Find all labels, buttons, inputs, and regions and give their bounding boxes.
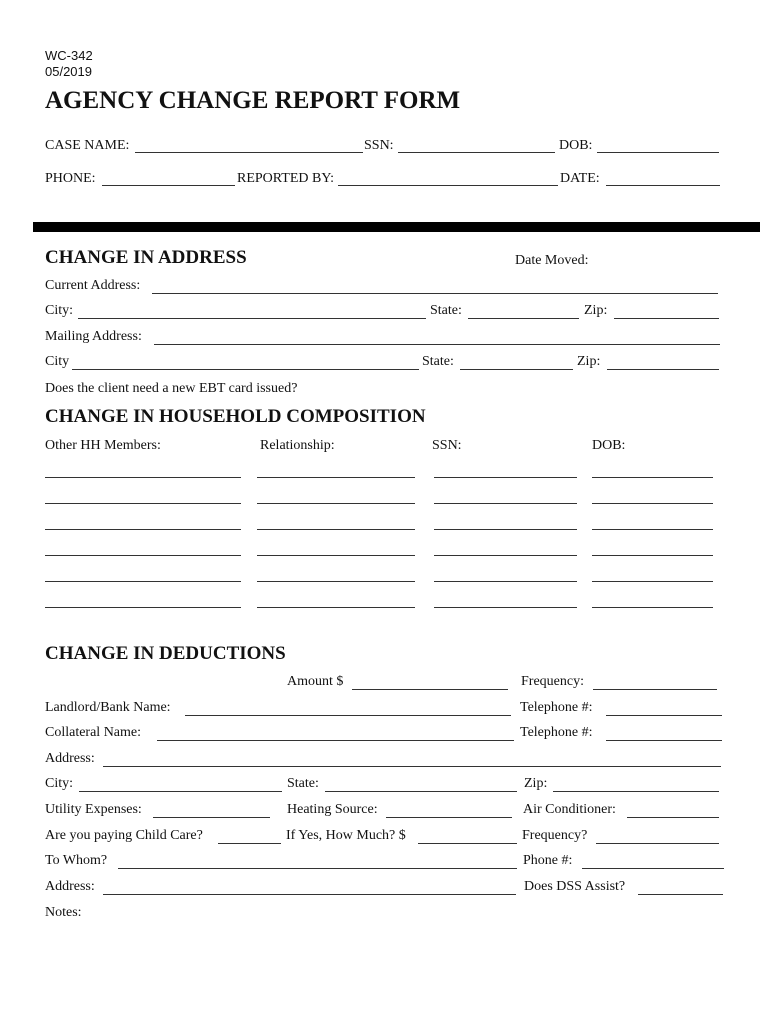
state2-field[interactable] [460,369,573,370]
household-relationship-field[interactable] [257,529,415,530]
zip2-field[interactable] [607,369,719,370]
household-ssn-field[interactable] [434,529,577,530]
household-ssn-field[interactable] [434,503,577,504]
household-member-field[interactable] [45,503,241,504]
deductions-zip-label: Zip: [524,776,548,791]
telephone-label: Telephone #: [520,700,593,715]
utility-field[interactable] [153,817,270,818]
household-relationship-field[interactable] [257,477,415,478]
landlord-field[interactable] [185,715,511,716]
ac-label: Air Conditioner: [523,802,616,817]
deductions-address-label: Address: [45,751,95,766]
city2-field[interactable] [72,369,419,370]
dss-label: Does DSS Assist? [524,879,626,894]
telephone2-field[interactable] [606,740,722,741]
household-column-members: Other HH Members: [45,438,161,453]
zip-field[interactable] [614,318,719,319]
amount-label: Amount $ [287,674,344,689]
dob-label: DOB: [559,138,593,153]
household-column-relationship: Relationship: [260,438,335,453]
deductions-city-field[interactable] [79,791,282,792]
date-field[interactable] [606,185,720,186]
household-ssn-field[interactable] [434,477,577,478]
mailing-address-field[interactable] [154,344,720,345]
telephone-field[interactable] [606,715,722,716]
utility-label: Utility Expenses: [45,802,142,817]
heating-label: Heating Source: [287,802,378,817]
household-dob-field[interactable] [592,477,713,478]
mailing-address-label: Mailing Address: [45,329,142,344]
form-date: 05/2019 [45,64,92,79]
frequency2-field[interactable] [596,843,719,844]
ebt-question: Does the client need a new EBT card issued? [45,381,298,396]
dob-field[interactable] [597,152,719,153]
child-care-field[interactable] [218,843,281,844]
deductions-city-label: City: [45,776,74,791]
reported-by-label: REPORTED BY: [237,171,335,186]
state-field[interactable] [468,318,579,319]
household-dob-field[interactable] [592,555,713,556]
date-moved-label: Date Moved: [515,253,589,268]
household-column-ssn: SSN: [432,438,462,453]
heating-field[interactable] [386,817,512,818]
notes-label: Notes: [45,905,82,920]
deductions-heading: CHANGE IN DEDUCTIONS [45,643,286,664]
household-heading: CHANGE IN HOUSEHOLD COMPOSITION [45,406,426,427]
deductions-state-field[interactable] [325,791,517,792]
zip2-label: Zip: [577,354,601,369]
frequency2-label: Frequency? [522,828,588,843]
state2-label: State: [422,354,454,369]
current-address-label: Current Address: [45,278,141,293]
amount-field[interactable] [352,689,508,690]
household-column-dob: DOB: [592,438,626,453]
phone-label: PHONE: [45,171,96,186]
household-relationship-field[interactable] [257,581,415,582]
ssn-label: SSN: [364,138,394,153]
section-divider [33,222,760,232]
ac-field[interactable] [627,817,719,818]
household-member-field[interactable] [45,477,241,478]
date-label: DATE: [560,171,600,186]
to-whom-field[interactable] [118,868,517,869]
household-dob-field[interactable] [592,529,713,530]
household-dob-field[interactable] [592,503,713,504]
to-whom-label: To Whom? [45,853,108,868]
landlord-label: Landlord/Bank Name: [45,700,171,715]
current-address-field[interactable] [152,293,718,294]
phone-field-2[interactable] [582,868,724,869]
household-member-field[interactable] [45,555,241,556]
frequency-field[interactable] [593,689,717,690]
household-dob-field[interactable] [592,581,713,582]
household-dob-field[interactable] [592,607,713,608]
household-ssn-field[interactable] [434,581,577,582]
city-label: City: [45,303,74,318]
household-relationship-field[interactable] [257,555,415,556]
how-much-label: If Yes, How Much? $ [286,828,406,843]
collateral-field[interactable] [157,740,514,741]
city2-label: City [45,354,70,369]
case-name-label: CASE NAME: [45,138,130,153]
address-heading: CHANGE IN ADDRESS [45,247,247,268]
child-care-label: Are you paying Child Care? [45,828,203,843]
case-name-field[interactable] [135,152,363,153]
collateral-label: Collateral Name: [45,725,142,740]
dss-field[interactable] [638,894,723,895]
household-relationship-field[interactable] [257,503,415,504]
address2-field[interactable] [103,894,516,895]
household-ssn-field[interactable] [434,607,577,608]
frequency-label: Frequency: [521,674,584,689]
ssn-field[interactable] [398,152,555,153]
household-member-field[interactable] [45,581,241,582]
reported-by-field[interactable] [338,185,558,186]
page-title: AGENCY CHANGE REPORT FORM [45,87,461,114]
household-member-field[interactable] [45,529,241,530]
address2-label: Address: [45,879,95,894]
state-label: State: [430,303,462,318]
deductions-zip-field[interactable] [553,791,719,792]
household-member-field[interactable] [45,607,241,608]
deductions-state-label: State: [287,776,319,791]
phone-field[interactable] [102,185,235,186]
deductions-address-field[interactable] [103,766,721,767]
how-much-field[interactable] [418,843,517,844]
telephone2-label: Telephone #: [520,725,593,740]
household-ssn-field[interactable] [434,555,577,556]
form-id: WC-342 [45,48,93,63]
phone-label-2: Phone #: [523,853,573,868]
household-relationship-field[interactable] [257,607,415,608]
zip-label: Zip: [584,303,608,318]
city-field[interactable] [78,318,426,319]
